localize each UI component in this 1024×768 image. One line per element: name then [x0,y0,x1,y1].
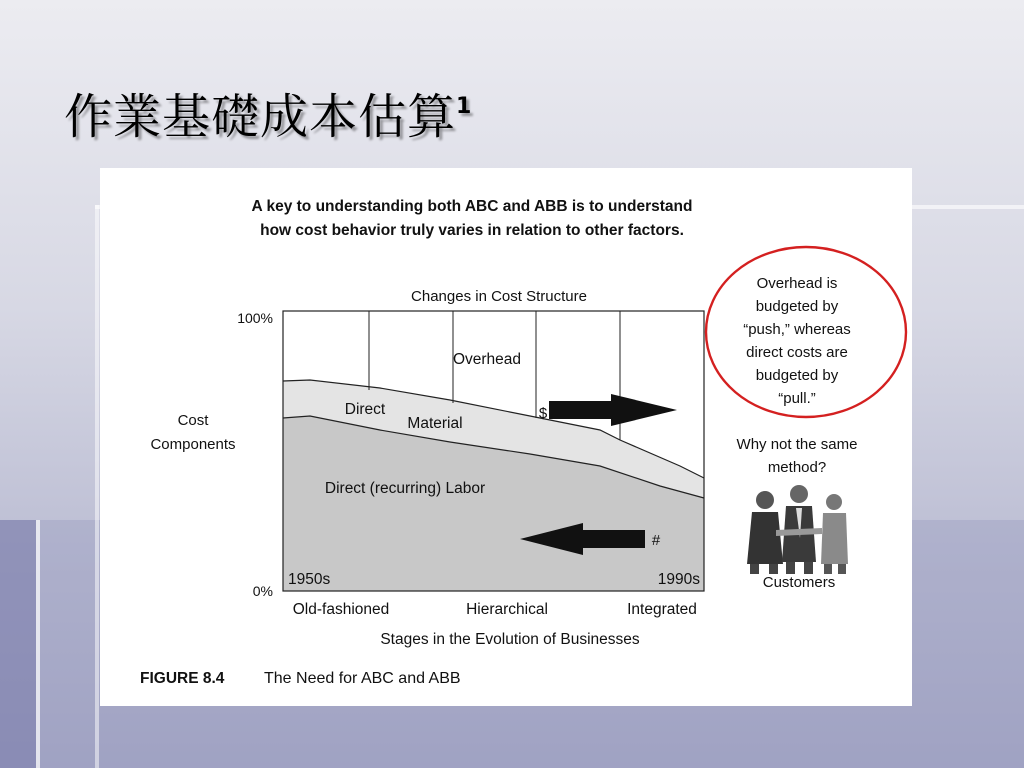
callout-line-6: “pull.” [778,390,816,407]
material-label: Material [407,415,463,432]
figure-headline-line-1: A key to understanding both ABC and ABB is to understand [251,198,693,215]
y-max-label: 100% [237,310,273,326]
callout-line-1: Overhead is [756,275,838,292]
direct-label: Direct [344,401,386,418]
overhead-label: Overhead [452,351,522,368]
figure-headline-line-2: how cost behavior truly varies in relation to other factors. [260,222,684,239]
background-left-line [36,520,40,768]
slide-title-text: 作業基礎成本估算 [64,89,457,145]
figure-svg [100,168,912,706]
question-line-2: method? [767,459,827,476]
caption-text: The Need for ABC and ABB [264,670,461,687]
stage-old-fashioned: Old-fashioned [292,601,390,618]
labor-label: Direct (recurring) Labor [324,480,486,497]
background-left-bar [0,520,36,768]
question-line-1: Why not the same [736,436,858,453]
push-arrow-right [549,394,677,426]
hash-label: # [651,532,661,549]
stage-hierarchical: Hierarchical [466,601,548,618]
background-vertical-line [95,205,99,768]
chart-title: Changes in Cost Structure [411,288,587,305]
callout-line-2: budgeted by [755,298,839,315]
x-axis-label: Stages in the Evolution of Businesses [380,631,640,648]
dollar-label: $ [538,405,548,422]
slide-title-footnote: 1 [456,94,473,119]
callout-line-4: direct costs are [746,344,848,361]
customers-illustration [747,485,848,574]
year-end-label: 1990s [657,571,700,588]
slide-title [64,78,472,147]
caption-label: FIGURE 8.4 [140,670,225,687]
stage-integrated: Integrated [627,601,697,618]
figure-image [100,168,912,706]
customers-label: Customers [762,574,836,591]
callout-line-3: “push,” whereas [743,321,851,338]
callout-line-5: budgeted by [755,367,839,384]
y-axis-label-line-1: Cost [177,412,209,429]
year-start-label: 1950s [288,571,331,588]
y-min-label: 0% [252,583,273,599]
y-axis-label-line-2: Components [150,436,236,453]
